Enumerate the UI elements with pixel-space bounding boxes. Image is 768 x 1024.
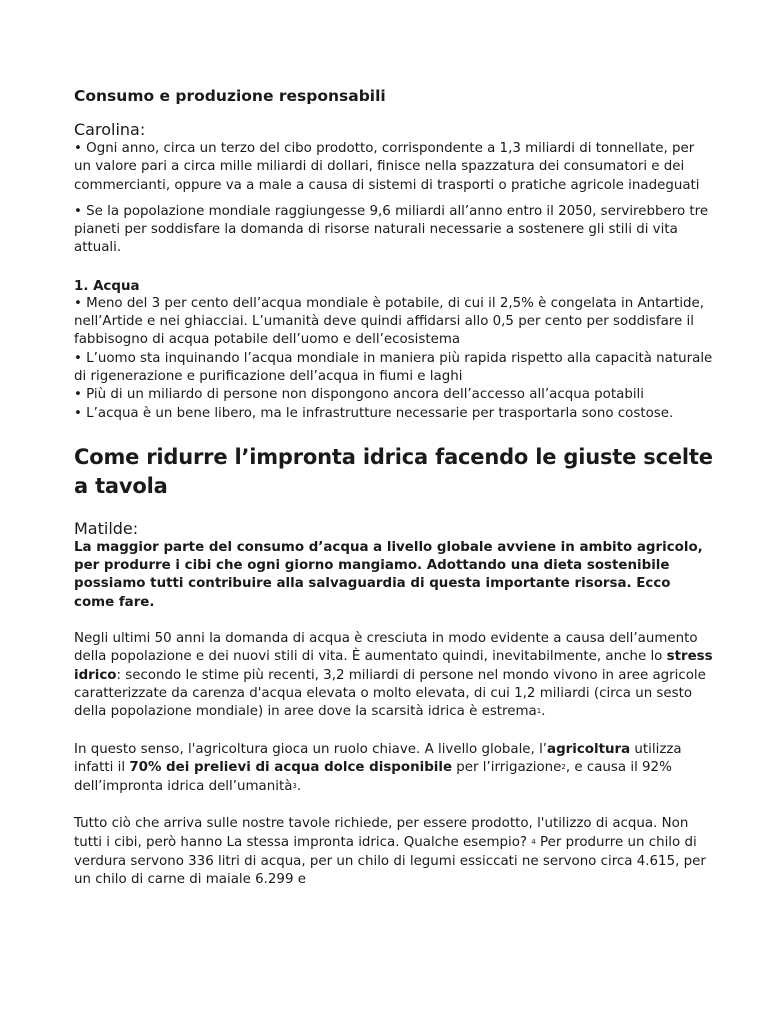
bullet-population: • Se la popolazione mondiale raggiungesse 9,6 miliardi all’anno entro il 2050, servirebbero tre pianeti per soddisfare la domanda di risorse naturali necessarie a sostenere gli stili di vita attuali. bbox=[74, 203, 709, 256]
emphasis-agricoltura: agricoltura bbox=[547, 741, 631, 757]
footnote-ref-3: 3 bbox=[292, 782, 297, 791]
paragraph-agriculture: In questo senso, l'agricoltura gioca un ruolo chiave. A livello globale, l’agricoltura utilizza infatti il 70% dei prelievi di acqua dolce disponibile per l’irrigazione$^2$, e causa il 92% dell’impronta idrica dell’umanità$^3$. bbox=[74, 741, 682, 795]
paragraph-water-demand: Negli ultimi 50 anni la domanda di acqua è cresciuta in modo evidente a causa dell’aumento della popolazione e dei nuovi stili di vita. È aumentato quindi, inevitabilmente, anche lo stress idrico: secondo le stime più recenti, 3,2 miliardi di persone nel mondo vivono in aree agricole caratterizzate da carenza d'acqua elevata o molto elevata, di cui 1,2 miliardi (circa un sesto della popolazione mondiale) in aree dove la scarsità idrica è estrema$^1$. bbox=[74, 631, 713, 720]
emphasis-70-percent: 70% dei prelievi di acqua dolce disponibile bbox=[129, 759, 453, 775]
section-acqua-label: 1. Acqua bbox=[74, 278, 140, 294]
emphasis-stress-idrico: stress idrico bbox=[74, 649, 713, 683]
paragraph-food-footprint: Tutto ciò che arriva sulle nostre tavole richiede, per essere prodotto, l'utilizzo di acqua. Non tutti i cibi, però hanno La stessa impronta idrica. Qualche esempio? $^4$ Per produrre un chilo di verdura servono 336 litri di acqua, per un chilo di legumi essiccati ne servono circa 4.615, per un chilo di carne di maiale 6.299 e bbox=[74, 816, 706, 888]
section-acqua-bullets: • Meno del 3 per cento dell’acqua mondiale è potabile, di cui il 2,5% è congelata in Antartide, nell’Artide e nei ghiacciai. L’umanità deve quindi affidarsi allo 0,5 per cento per soddisfare il fabbisogno di acqua potabile dell’uomo e dell’ecosistema • L’uomo sta inquinando l’acqua mondiale in maniera più rapida rispetto alla capacità naturale di rigenerazione e purificazione dell’acqua in fiumi e laghi • Più di un miliardo di persone non dispongono ancora dell’accesso all’acqua potabili • L’acqua è un bene libero, ma le infrastrutture necessarie per trasportarla sono costose. bbox=[74, 295, 713, 421]
article-headline: Come ridurre l’impronta idrica facendo le giuste scelte a tavola bbox=[74, 444, 713, 498]
speaker-carolina: Carolina: bbox=[74, 120, 146, 139]
footnote-ref-4: 4 bbox=[531, 837, 536, 846]
footnote-ref-1: 1 bbox=[536, 707, 542, 716]
document-page bbox=[74, 86, 714, 890]
document-title: Consumo e produzione responsabili bbox=[74, 87, 386, 105]
article-intro: La maggior parte del consumo d’acqua a livello globale avviene in ambito agricolo, per produrre i cibi che ogni giorno mangiamo. Adottando una dieta sostenibile possiamo tutti contribuire alla salvaguardia di questa importante risorsa. Ecco come fare. bbox=[74, 539, 703, 610]
speaker-matilde: Matilde: bbox=[74, 518, 139, 538]
bullet-food-waste: • Ogni anno, circa un terzo del cibo prodotto, corrispondente a 1,3 miliardi di tonnellate, per un valore pari a circa mille miliardi di dollari, finisce nella spazzatura dei consumatori e dei commercianti, oppure va a male a causa di sistemi di trasporti o pratiche agricole inadeguati bbox=[74, 141, 700, 193]
footnote-ref-2: 2 bbox=[561, 762, 566, 771]
